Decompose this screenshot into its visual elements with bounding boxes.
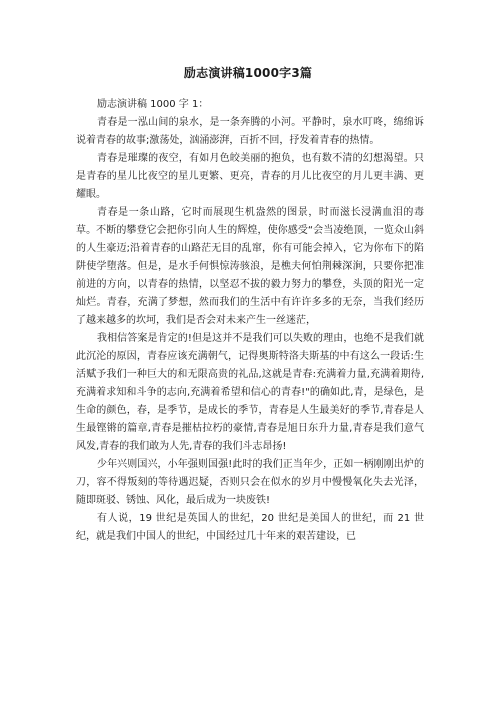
paragraph: 青春是一条山路，它时而展现生机盎然的图景，时而滋长浸满血泪的毒草。不断的攀登它会把你引向人生的辉煌，使你感受“会当凌绝顶，一览众山斜的人生豪迈;沿着青春的山路茫无目的乱窜，你有可能会掉入，它为你布下的陷阱使学堕落。但是，是水手何惧惊涛骇浪，是樵夫何怕荆棘深涧，只要你把准前进的方向，以青春的热情，以坚忍不拔的毅力努力的攀登，头顶的阳光一定灿烂。青春，充满了梦想，然而我们的生活中有许许多多的无奈，当我们经历了越来越多的坎坷，我们是否会对未来产生一丝迷茫， <box>76 207 424 326</box>
paragraph: 我相信答案是肯定的!但是这并不是我们可以失败的理由，也绝不是我们就此沉沦的原因，青春应该充满朝气，记得奥斯特洛夫斯基的中有这么一段话:生活赋予我们一种巨大的和无限高贵的礼品,这就是青春:充满着力量,充满着期待,充满着求知和斗争的志向,充满着希望和信心的青春!"的确如此,青，是绿色，是生命的颜色，春，是季节，是成长的季节，青春是人生最美好的季节,青春是人生最铿锵的篇章,青春是摧枯拉朽的豪情,青春是旭日东升力量,青春是我们意气风发,青春的我们敢为人先,青春的我们斗志昂扬! <box>76 333 424 452</box>
document-body <box>76 96 424 546</box>
paragraph: 有人说，19 世纪是英国人的世纪，20 世纪是美国人的世纪，而 21 世纪，就是我们中国人的世纪，中国经过几十年来的艰苦建设，已 <box>76 513 424 542</box>
document-title: 励志演讲稿1000字3篇 <box>183 66 313 80</box>
paragraph: 青春是一泓山间的泉水，是一条奔腾的小河。平静时，泉水叮咚，绵绵诉说着青春的故事;激荡处，汹涌澎湃，百折不回，抒发着青春的热情。 <box>76 117 424 146</box>
paragraph: 少年兴则国兴，小年强则国强!此时的我们正当年少，正如一柄刚刚出炉的刀，容不得叛刻的等待遇迟疑，否则只会在似水的岁月中慢慢氧化失去光泽，随即斑驳、锈蚀、风化，最后成为一块废铁! <box>76 459 424 506</box>
paragraph-intro: 励志演讲稿 1000 字 1： <box>97 99 209 110</box>
paragraph: 青春是璀璨的夜空，有如月色皎美丽的抱负，也有数不清的幻想渴望。只是青春的星儿比夜空的星儿更繁、更亮，青春的月儿比夜空的月儿更丰满、更耀眼。 <box>76 153 424 200</box>
